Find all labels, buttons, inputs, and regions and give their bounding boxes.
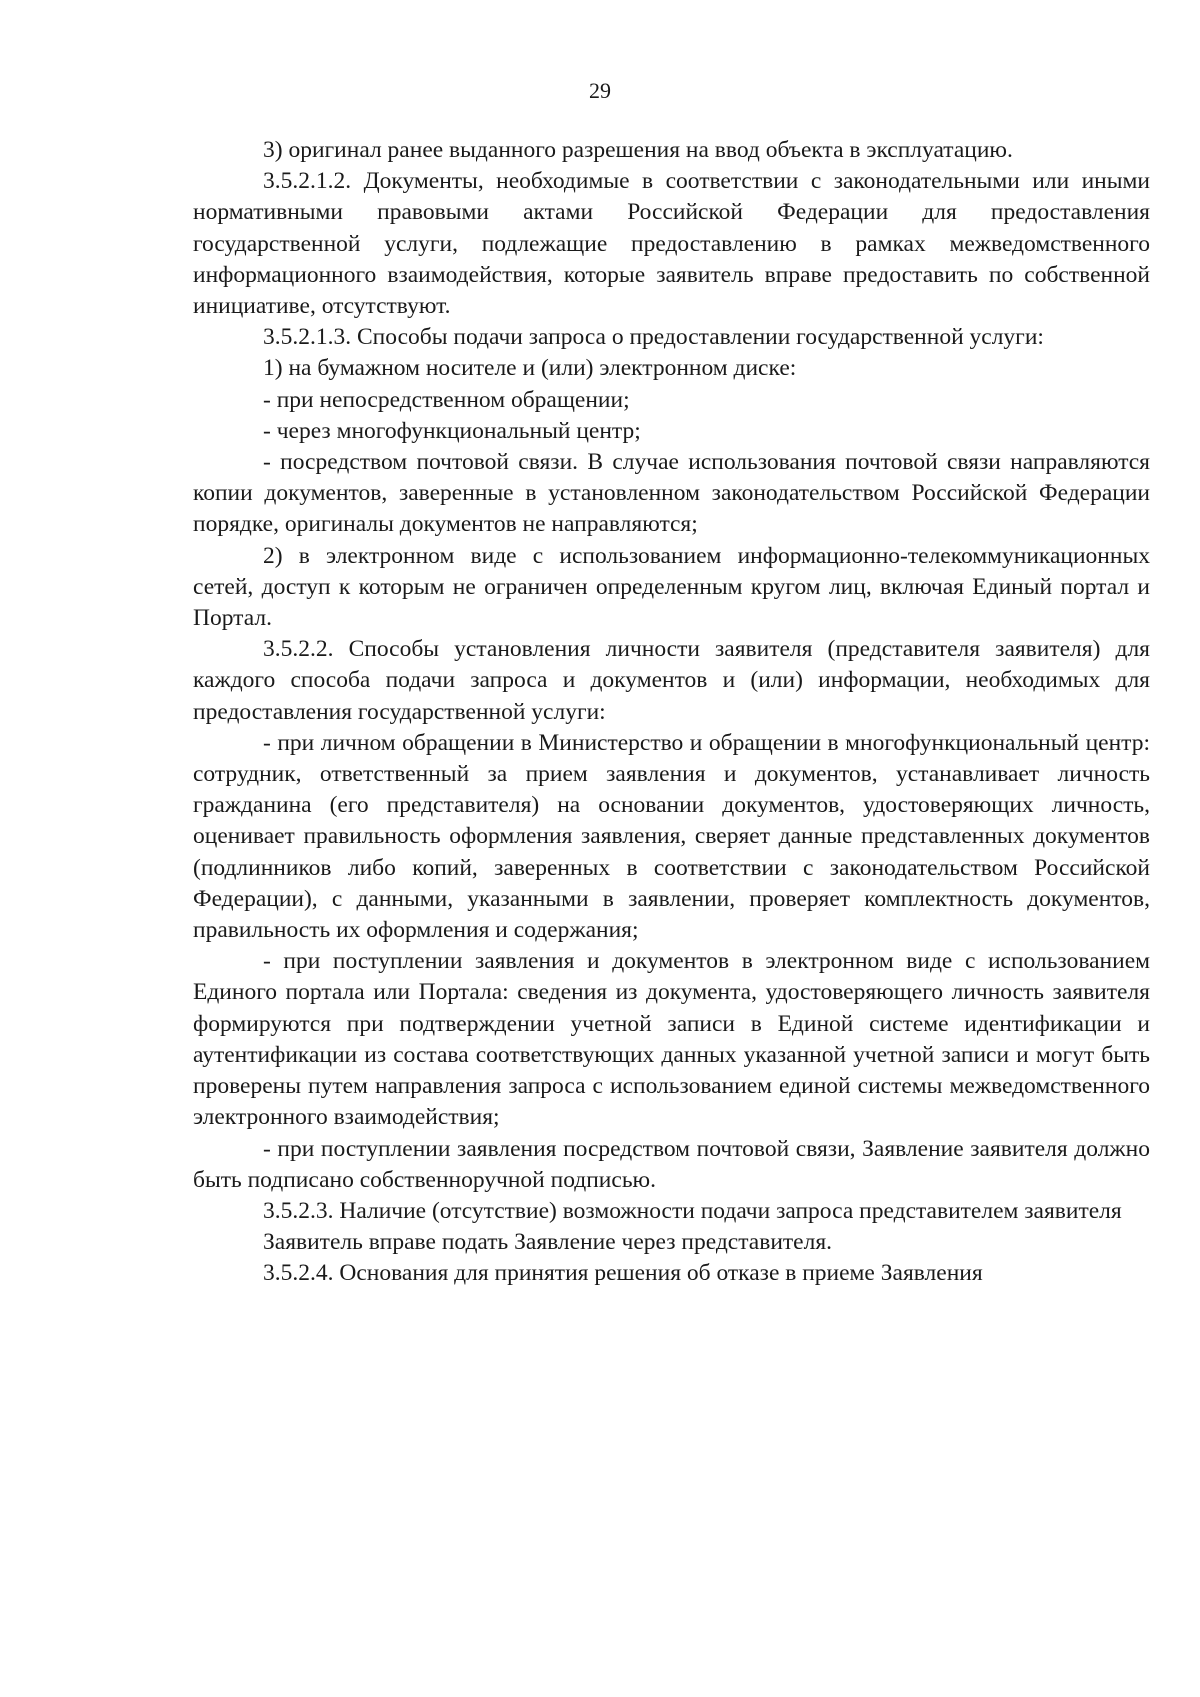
paragraph: Заявитель вправе подать Заявление через представителя.: [263, 1229, 833, 1256]
paragraph: 3.5.2.1.2. Документы, необходимые в соответствии с законодательными или иными нормативными правовыми актами Российской Федерации для предоставления государственной услуги, подлежащие предоставлению в рамках межведомственного информационного взаимодействия, которые заявитель вправе предоставить по собственной инициативе, отсутствуют.: [193, 168, 1150, 320]
paragraph: 3.5.2.3. Наличие (отсутствие) возможности подачи запроса представителем заявителя: [263, 1197, 1122, 1224]
paragraph: 3.5.2.4. Основания для принятия решения об отказе в приеме Заявления: [263, 1260, 983, 1287]
paragraph: - при поступлении заявления посредством почтовой связи, Заявление заявителя должно быть подписано собственноручной подписью.: [193, 1135, 1150, 1193]
paragraph: 3.5.2.1.3. Способы подачи запроса о предоставлении государственной услуги:: [263, 324, 1044, 351]
paragraph: 1) на бумажном носителе и (или) электронном диске:: [263, 355, 797, 382]
paragraph: 3) оригинал ранее выданного разрешения на ввод объекта в эксплуатацию.: [263, 137, 1013, 163]
paragraph: - через многофункциональный центр;: [263, 417, 641, 444]
paragraph: - при поступлении заявления и документов в электронном виде с использованием Единого портала или Портала: сведения из документа, удостоверяющего личность заявителя формируются при подтверждении учетной записи в Единой системе идентификации и аутентификации из состава соответствующих данных указанной учетной записи и могут быть проверены путем направления запроса с использованием единой системы межведомственного электронного взаимодействия;: [193, 948, 1150, 1131]
paragraph: 2) в электронном виде с использованием информационно-телекоммуникационных сетей, доступ к которым не ограничен определенным кругом лиц, включая Единый портал и Портал.: [193, 542, 1150, 632]
paragraph: 3.5.2.2. Способы установления личности заявителя (представителя заявителя) для каждого способа подачи запроса и документов и (или) информации, необходимых для предоставления государственной услуги:: [193, 636, 1150, 725]
paragraph: - при личном обращении в Министерство и обращении в многофункциональный центр: сотрудник, ответственный за прием заявления и документов, устанавливает личность гражданина (его представителя) на основании документов, удостоверяющих личность, оценивает правильность оформления заявления, сверяет данные представленных документов (подлинников либо копий, заверенных в соответствии с законодательством Российской Федерации), с данными, указанными в заявлении, проверяет комплектность документов, правильность их оформления и содержания;: [193, 729, 1150, 944]
paragraph: - посредством почтовой связи. В случае использования почтовой связи направляются копии документов, заверенные в установленном законодательством Российской Федерации порядке, оригиналы документов не направляются;: [193, 449, 1150, 538]
document-body: [193, 135, 1150, 1290]
page-number: 29: [589, 78, 611, 103]
paragraph: - при непосредственном обращении;: [263, 386, 630, 413]
